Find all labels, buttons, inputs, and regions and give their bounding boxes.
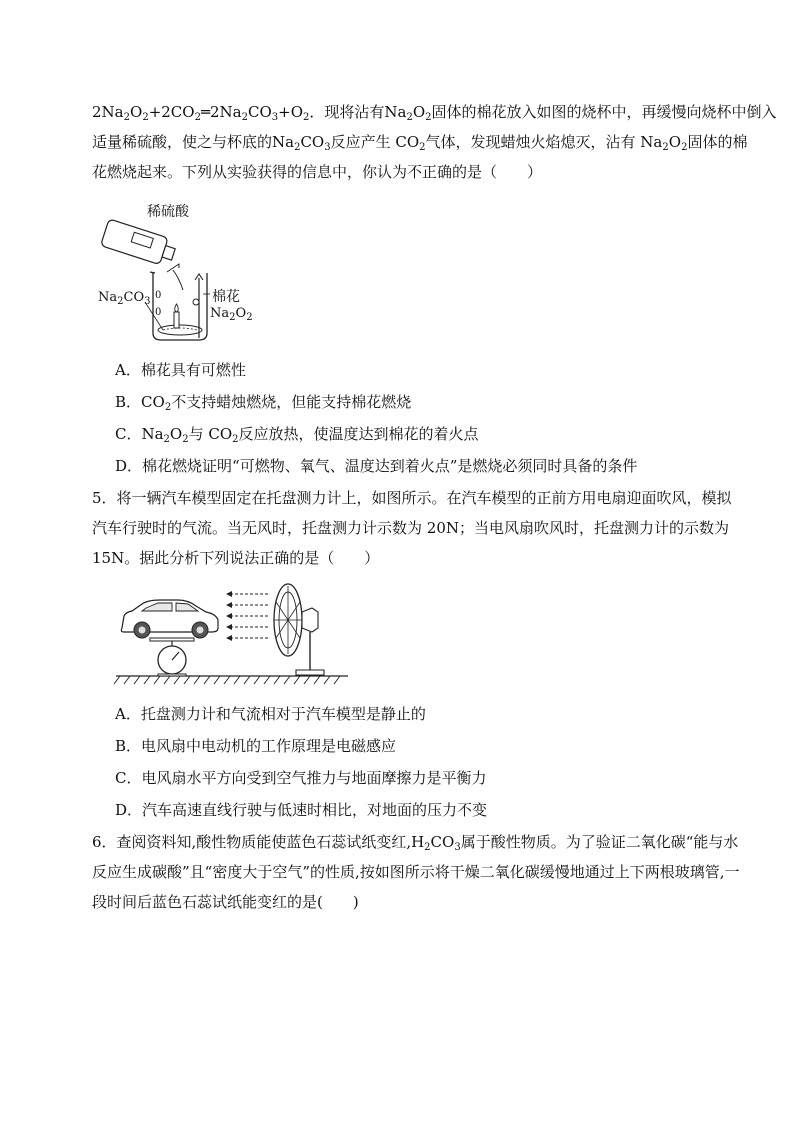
subscript: 2 bbox=[294, 142, 301, 153]
q4-stem-line-2: 适量稀硫酸，使之与杯底的$Na_2CO_3$反应产生 $CO_2$气体，发现蜡烛火焰熄灭，沾有 $Na_2O_2$固体的棉 bbox=[92, 133, 748, 153]
subscript: 2 bbox=[182, 434, 189, 445]
subscript: 3 bbox=[324, 142, 331, 153]
q4-option-b: B．$CO_2$不支持蜡烛燃烧，但能支持棉花燃烧 bbox=[115, 393, 412, 413]
subscript: 2 bbox=[241, 112, 248, 123]
q6-stem-line-1: 6．查阅资料知,酸性物质能使蓝色石蕊试纸变红$,H_2CO_3$属于酸性物质。为了验证二氧化碳“能与水 bbox=[92, 833, 739, 853]
subscript: 2 bbox=[246, 312, 253, 323]
na2o2-label: $Na_2O_2$ bbox=[210, 306, 253, 323]
na2co3-label: $Na_2CO_3$ bbox=[98, 290, 151, 307]
subscript: 3 bbox=[144, 296, 151, 307]
subscript: 2 bbox=[164, 402, 172, 413]
tray-scale bbox=[150, 638, 194, 676]
q5-stem-line-2: 汽车行驶时的气流。当无风时，托盘测力计示数为 20N；当电风扇吹风时，托盘测力计的示数为 bbox=[92, 519, 729, 537]
subscript: 2 bbox=[142, 112, 149, 123]
q5-stem-line-3: 15N。据此分析下列说法正确的是（ ） bbox=[92, 549, 380, 567]
airflow-arrows bbox=[230, 594, 270, 638]
subscript: 2 bbox=[303, 112, 310, 123]
cotton-ball bbox=[193, 299, 199, 305]
q5-stem-line-1: 5．将一辆汽车模型固定在托盘测力计上，如图所示。在汽车模型的正前方用电扇迎面吹风，模拟 bbox=[92, 489, 732, 507]
bubble-mark-2: 0 bbox=[155, 307, 162, 318]
subscript: 2 bbox=[419, 142, 426, 153]
subscript: 2 bbox=[681, 142, 688, 153]
electric-fan bbox=[274, 584, 324, 675]
q5-figure-car-fan bbox=[112, 582, 352, 686]
subscript: 2 bbox=[424, 842, 431, 853]
q4-option-a: A．棉花具有可燃性 bbox=[115, 361, 246, 379]
subscript: 2 bbox=[425, 112, 432, 123]
q4-option-c: C．$Na_2O_2$与 $CO_2$反应放热，使温度达到棉花的着火点 bbox=[115, 425, 479, 445]
q4-figure-beaker bbox=[95, 198, 265, 348]
subscript: 2 bbox=[123, 112, 130, 123]
q4-stem-line-3: 花燃烧起来。下列从实验获得的信息中，你认为不正确的是（ ） bbox=[92, 163, 543, 181]
subscript: 2 bbox=[194, 112, 201, 123]
q5-option-a: A．托盘测力计和气流相对于汽车模型是静止的 bbox=[115, 705, 426, 723]
q6-stem-line-2: 反应生成碳酸”且“密度大于空气”的性质,按如图所示将干燥二氧化碳缓慢地通过上下两根玻璃管,一 bbox=[92, 863, 740, 881]
candle-flame bbox=[175, 304, 179, 312]
car-model bbox=[121, 600, 218, 638]
subscript: 2 bbox=[406, 112, 413, 123]
cotton-label: 棉花 bbox=[212, 289, 240, 305]
subscript: 2 bbox=[163, 434, 170, 445]
subscript: 2 bbox=[117, 296, 124, 307]
q5-option-c: C．电风扇水平方向受到空气推力与地面摩擦力是平衡力 bbox=[115, 769, 487, 787]
q4-stem-line-1: $2Na_2O_2+2CO_2═2Na_2CO_3+O_2$．现将沾有$Na_2O_2$固体的棉花放入如图的烧杯中，再缓慢向烧杯中倒入 bbox=[92, 103, 777, 123]
q4-option-d: D．棉花燃烧证明“可燃物、氧气、温度达到着火点”是燃烧必须同时具备的条件 bbox=[115, 457, 638, 475]
q5-option-b: B．电风扇中电动机的工作原理是电磁感应 bbox=[115, 737, 397, 755]
subscript: 2 bbox=[662, 142, 669, 153]
subscript: 2 bbox=[232, 434, 239, 445]
bubble-mark-1: 0 bbox=[155, 290, 162, 301]
q5-option-d: D．汽车高速直线行驶与低速时相比，对地面的压力不变 bbox=[115, 801, 488, 819]
subscript: 3 bbox=[271, 112, 279, 123]
acid-bottle bbox=[101, 219, 178, 268]
ground-hatch bbox=[114, 676, 340, 684]
q6-stem-line-3: 段时间后蓝色石蕊试纸能变红的是( ) bbox=[92, 893, 359, 911]
subscript: 2 bbox=[229, 312, 236, 323]
subscript: 3 bbox=[454, 842, 461, 853]
bottle-label: 稀硫酸 bbox=[147, 204, 189, 220]
candle bbox=[174, 312, 179, 328]
